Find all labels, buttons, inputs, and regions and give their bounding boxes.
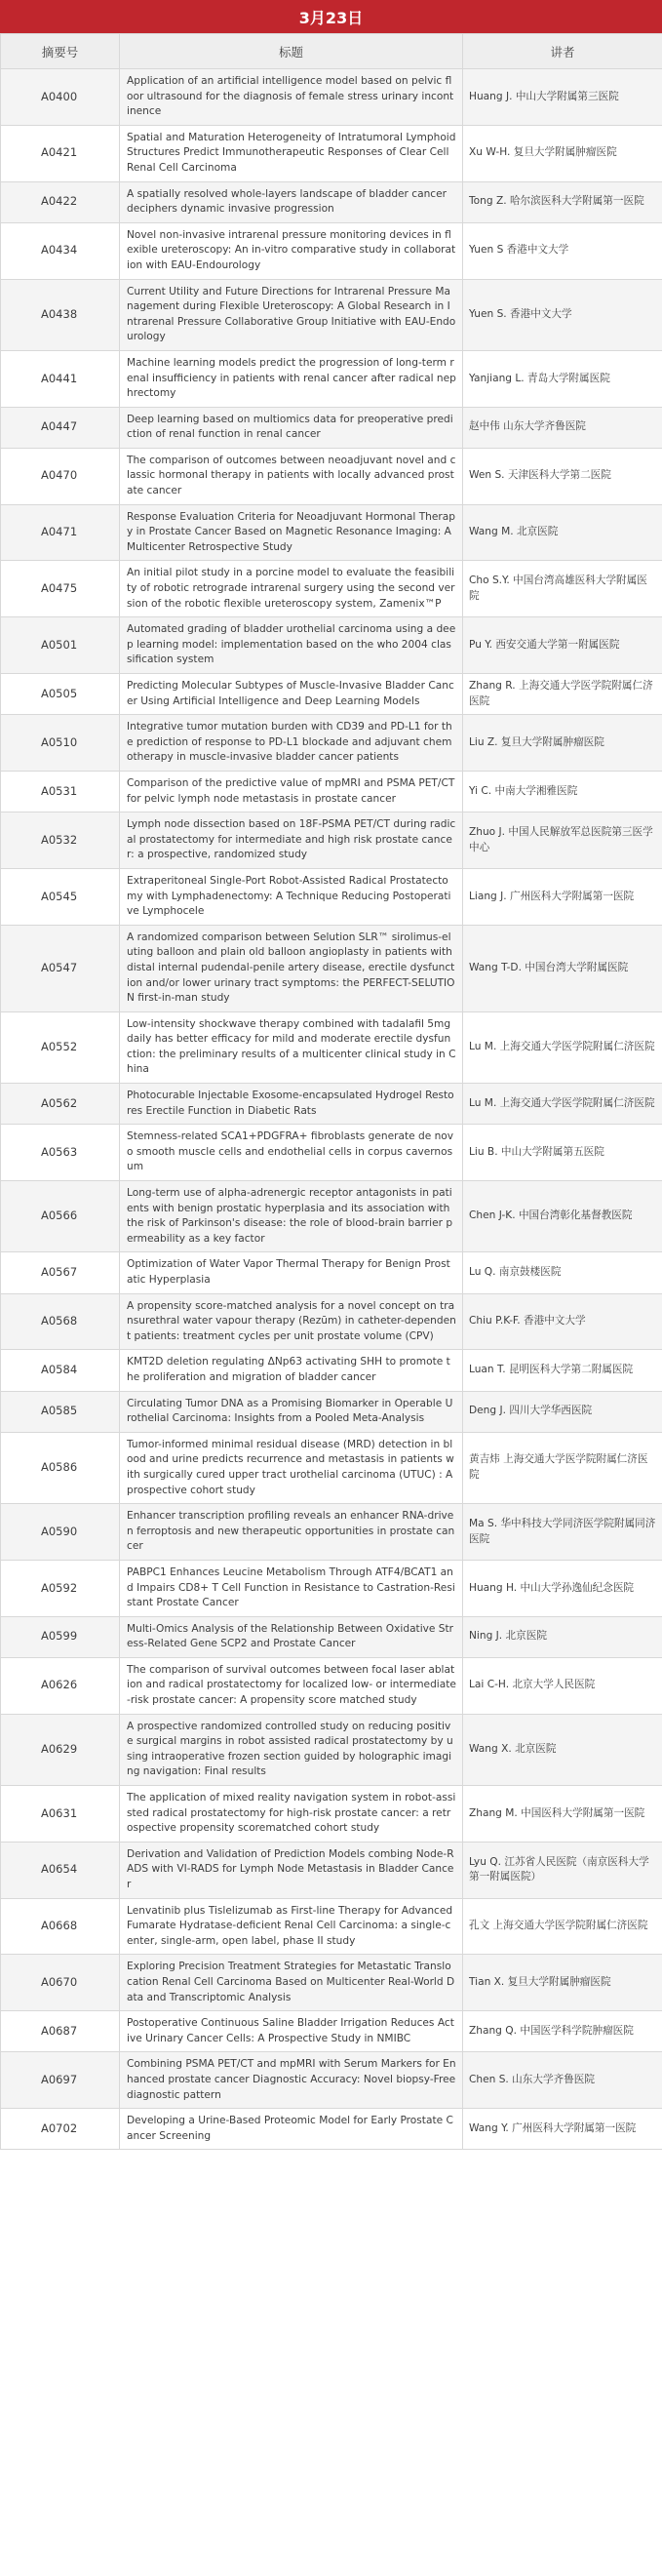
speaker-cell: Liu B. 中山大学附属第五医院 (463, 1125, 662, 1181)
title-cell: Machine learning models predict the progression of long-term renal insufficiency in patients with renal cancer after radical nephrectomy (120, 350, 463, 407)
speaker-cell: Ma S. 华中科技大学同济医学院附属同济医院 (463, 1504, 662, 1561)
abstract-id-cell: A0592 (1, 1560, 120, 1616)
speaker-cell: Zhang R. 上海交通大学医学院附属仁济医院 (463, 674, 662, 715)
title-cell: Extraperitoneal Single-Port Robot-Assisted Radical Prostatectomy with Lymphadenectomy: A Technique Reducing Postoperative Lymphocele (120, 868, 463, 925)
abstract-id-cell: A0687 (1, 2011, 120, 2052)
title-cell: PABPC1 Enhances Leucine Metabolism Through ATF4/BCAT1 and Impairs CD8+ T Cell Function in Resistance to Castration-Resistant Prostate Cancer (120, 1560, 463, 1616)
table-row (1, 2052, 662, 2109)
abstract-id-cell: A0562 (1, 1084, 120, 1125)
table-row (1, 1616, 662, 1657)
abstract-id-cell: A0702 (1, 2109, 120, 2150)
table-row (1, 1955, 662, 2011)
title-cell: Enhancer transcription profiling reveals an enhancer RNA-driven ferroptosis and new therapeutic opportunities in prostate cancer (120, 1504, 463, 1561)
speaker-cell: Wang Y. 广州医科大学附属第一医院 (463, 2109, 662, 2150)
title-cell: Lenvatinib plus Tislelizumab as First-line Therapy for Advanced Fumarate Hydratase-deficient Renal Cell Carcinoma: a single-center, single-arm, open label, phase II study (120, 1898, 463, 1955)
table-row (1, 771, 662, 812)
title-cell: Exploring Precision Treatment Strategies for Metastatic Translocation Renal Cell Carcinoma Based on Multicenter Real-World Data and Transcriptomic Analysis (120, 1955, 463, 2011)
speaker-cell: Zhuo J. 中国人民解放军总医院第三医学中心 (463, 812, 662, 869)
abstract-id-cell: A0584 (1, 1350, 120, 1391)
abstract-id-cell: A0531 (1, 771, 120, 812)
title-cell: A spatially resolved whole-layers landscape of bladder cancer deciphers dynamic invasive progression (120, 181, 463, 222)
abstract-id-cell: A0697 (1, 2052, 120, 2109)
speaker-cell: Zhang Q. 中国医学科学院肿瘤医院 (463, 2011, 662, 2052)
title-cell: Derivation and Validation of Prediction Models combing Node-RADS with VI-RADS for Lymph Node Metastasis in Bladder Cancer (120, 1842, 463, 1898)
table-row (1, 2011, 662, 2052)
table-row (1, 812, 662, 869)
title-cell: The application of mixed reality navigation system in robot-assisted radical prostatectomy for high-risk prostate cancer: a retrospective propensity scorematched cohort study (120, 1786, 463, 1843)
abstract-id-cell: A0567 (1, 1252, 120, 1293)
title-cell: Circulating Tumor DNA as a Promising Biomarker in Operable Urothelial Carcinoma: Insights from a Pooled Meta-Analysis (120, 1391, 463, 1432)
title-cell: Combining PSMA PET/CT and mpMRI with Serum Markers for Enhanced prostate cancer Diagnostic Accuracy: Novel biopsy-Free diagnostic pattern (120, 2052, 463, 2109)
abstract-id-cell: A0471 (1, 504, 120, 561)
speaker-cell: Ning J. 北京医院 (463, 1616, 662, 1657)
date-banner (0, 0, 662, 33)
title-cell: A prospective randomized controlled study on reducing positive surgical margins in robot assisted radical prostatectomy by using intraoperative frozen section guided by holographic imaging navigation: Final results (120, 1714, 463, 1785)
abstract-id-cell: A0670 (1, 1955, 120, 2011)
abstract-id-cell: A0547 (1, 925, 120, 1011)
table-header-row (1, 34, 662, 69)
title-cell: Spatial and Maturation Heterogeneity of Intratumoral Lymphoid Structures Predict Immunotherapeutic Responses of Clear Cell Renal Cell Carcinoma (120, 125, 463, 181)
abstract-id-cell: A0510 (1, 715, 120, 772)
table-row (1, 1657, 662, 1714)
abstract-id-cell: A0501 (1, 617, 120, 674)
table-row (1, 222, 662, 279)
speaker-cell: Tong Z. 哈尔滨医科大学附属第一医院 (463, 181, 662, 222)
speaker-cell: Xu W-H. 复旦大学附属肿瘤医院 (463, 125, 662, 181)
speaker-cell: Lai C-H. 北京大学人民医院 (463, 1657, 662, 1714)
speaker-cell: Wang M. 北京医院 (463, 504, 662, 561)
table-row (1, 1898, 662, 1955)
abstract-id-cell: A0421 (1, 125, 120, 181)
title-cell: Stemness-related SCA1+PDGFRA+ fibroblasts generate de novo smooth muscle cells and endothelial cells in corpus cavernosum (120, 1125, 463, 1181)
table-row (1, 617, 662, 674)
speaker-cell: Liu Z. 复旦大学附属肿瘤医院 (463, 715, 662, 772)
speaker-cell: 赵中伟 山东大学齐鲁医院 (463, 407, 662, 448)
abstract-id-cell: A0629 (1, 1714, 120, 1785)
speaker-cell: Lu M. 上海交通大学医学院附属仁济医院 (463, 1011, 662, 1083)
title-cell: Application of an artificial intelligence model based on pelvic floor ultrasound for the diagnosis of female stress urinary incontinence (120, 69, 463, 126)
abstract-id-cell: A0545 (1, 868, 120, 925)
speaker-cell: Tian X. 复旦大学附属肿瘤医院 (463, 1955, 662, 2011)
abstract-id-cell: A0400 (1, 69, 120, 126)
table-row (1, 715, 662, 772)
speaker-cell: Chiu P.K-F. 香港中文大学 (463, 1293, 662, 1350)
title-cell: Optimization of Water Vapor Thermal Therapy for Benign Prostatic Hyperplasia (120, 1252, 463, 1293)
speaker-cell: 孔文 上海交通大学医学院附属仁济医院 (463, 1898, 662, 1955)
speaker-cell: Wen S. 天津医科大学第二医院 (463, 448, 662, 504)
speaker-cell: Zhang M. 中国医科大学附属第一医院 (463, 1786, 662, 1843)
speaker-cell: Wang X. 北京医院 (463, 1714, 662, 1785)
table-row (1, 868, 662, 925)
table-row (1, 1125, 662, 1181)
abstract-id-cell: A0552 (1, 1011, 120, 1083)
table-row (1, 181, 662, 222)
speaker-cell: Yuen S 香港中文大学 (463, 222, 662, 279)
abstract-id-cell: A0586 (1, 1432, 120, 1503)
table-row (1, 1293, 662, 1350)
speaker-cell: Lu M. 上海交通大学医学院附属仁济医院 (463, 1084, 662, 1125)
speaker-cell: Huang H. 中山大学孙逸仙纪念医院 (463, 1560, 662, 1616)
speaker-cell: Lyu Q. 江苏省人民医院（南京医科大学第一附属医院） (463, 1842, 662, 1898)
table-row (1, 1842, 662, 1898)
table-row (1, 1786, 662, 1843)
abstract-id-cell: A0626 (1, 1657, 120, 1714)
table-row (1, 504, 662, 561)
title-cell: Deep learning based on multiomics data for preoperative prediction of renal function in renal cancer (120, 407, 463, 448)
table-row (1, 1252, 662, 1293)
title-cell: A propensity score-matched analysis for a novel concept on transurethral water vapour therapy (Rezūm) in catheter-dependent patients: treatment cycles per unit prostate volume (CPV) (120, 1293, 463, 1350)
title-cell: KMT2D deletion regulating ΔNp63 activating SHH to promote the proliferation and migration of bladder cancer (120, 1350, 463, 1391)
abstract-id-cell: A0475 (1, 561, 120, 617)
abstract-id-cell: A0563 (1, 1125, 120, 1181)
speaker-cell: Liang J. 广州医科大学附属第一医院 (463, 868, 662, 925)
abstract-id-cell: A0438 (1, 279, 120, 350)
table-row (1, 1714, 662, 1785)
abstract-id-cell: A0668 (1, 1898, 120, 1955)
abstract-id-cell: A0422 (1, 181, 120, 222)
title-cell: Photocurable Injectable Exosome-encapsulated Hydrogel Restores Erectile Function in Diabetic Rats (120, 1084, 463, 1125)
title-cell: Multi-Omics Analysis of the Relationship Between Oxidative Stress-Related Gene SCP2 and Prostate Cancer (120, 1616, 463, 1657)
abstract-id-cell: A0590 (1, 1504, 120, 1561)
header-abstract-id: 摘要号 (1, 34, 120, 69)
table-row (1, 125, 662, 181)
abstract-id-cell: A0434 (1, 222, 120, 279)
table-row (1, 925, 662, 1011)
speaker-cell: Deng J. 四川大学华西医院 (463, 1391, 662, 1432)
title-cell: Automated grading of bladder urothelial carcinoma using a deep learning model: implementation based on the who 2004 classification system (120, 617, 463, 674)
table-body (1, 69, 662, 2150)
speaker-cell: 黄吉炜 上海交通大学医学院附属仁济医院 (463, 1432, 662, 1503)
title-cell: Lymph node dissection based on 18F-PSMA PET/CT during radical prostatectomy for intermediate and high risk prostate cancer: a prospective, randomized study (120, 812, 463, 869)
table-row (1, 448, 662, 504)
title-cell: The comparison of survival outcomes between focal laser ablation and radical prostatectomy for localized low- or intermediate-risk prostate cancer: A propensity score matched study (120, 1657, 463, 1714)
title-cell: Long-term use of alpha-adrenergic receptor antagonists in patients with benign prostatic hyperplasia and its association with the risk of Parkinson's disease: the role of blood-brain barrier permeability as a key factor (120, 1181, 463, 1252)
date-title: 3月23日 (298, 8, 364, 27)
title-cell: Developing a Urine-Based Proteomic Model for Early Prostate Cancer Screening (120, 2109, 463, 2150)
abstract-id-cell: A0585 (1, 1391, 120, 1432)
table-row (1, 279, 662, 350)
title-cell: Response Evaluation Criteria for Neoadjuvant Hormonal Therapy in Prostate Cancer Based on Magnetic Resonance Imaging: A Multicenter Retrospective Study (120, 504, 463, 561)
title-cell: An initial pilot study in a porcine model to evaluate the feasibility of robotic retrograde intrarenal surgery using the second version of the robotic flexible ureteroscopy system, Zamenix™P (120, 561, 463, 617)
table-row (1, 1432, 662, 1503)
title-cell: Predicting Molecular Subtypes of Muscle-Invasive Bladder Cancer Using Artificial Intelligence and Deep Learning Models (120, 674, 463, 715)
speaker-cell: Pu Y. 西安交通大学第一附属医院 (463, 617, 662, 674)
speaker-cell: Chen S. 山东大学齐鲁医院 (463, 2052, 662, 2109)
title-cell: Low-intensity shockwave therapy combined with tadalafil 5mg daily has better efficacy for mild and moderate erectile dysfunction: the preliminary results of a multicenter clinical study in China (120, 1011, 463, 1083)
title-cell: Postoperative Continuous Saline Bladder Irrigation Reduces Active Urinary Cancer Cells: A Prospective Study in NMIBC (120, 2011, 463, 2052)
table-row (1, 1391, 662, 1432)
header-title: 标题 (120, 34, 463, 69)
table-row (1, 350, 662, 407)
speaker-cell: Yuen S. 香港中文大学 (463, 279, 662, 350)
abstract-id-cell: A0441 (1, 350, 120, 407)
abstract-table (0, 33, 662, 2150)
table-row (1, 674, 662, 715)
speaker-cell: Chen J-K. 中国台湾彰化基督教医院 (463, 1181, 662, 1252)
speaker-cell: Yi C. 中南大学湘雅医院 (463, 771, 662, 812)
table-row (1, 561, 662, 617)
abstract-id-cell: A0568 (1, 1293, 120, 1350)
speaker-cell: Lu Q. 南京鼓楼医院 (463, 1252, 662, 1293)
title-cell: Novel non-invasive intrarenal pressure monitoring devices in flexible ureteroscopy: An in-vitro comparative study in collaboration with EAU-Endourology (120, 222, 463, 279)
header-speaker: 讲者 (463, 34, 662, 69)
title-cell: The comparison of outcomes between neoadjuvant novel and classic hormonal therapy in patients with locally advanced prostate cancer (120, 448, 463, 504)
abstract-id-cell: A0631 (1, 1786, 120, 1843)
title-cell: A randomized comparison between Selution SLR™ sirolimus-eluting balloon and plain old balloon angioplasty in patients with distal internal pudendal-penile artery disease, erectile dysfunction and/or lower urinary tract symptoms: the PERFECT-SELUTION first-in-man study (120, 925, 463, 1011)
abstract-id-cell: A0566 (1, 1181, 120, 1252)
table-row (1, 69, 662, 126)
table-row (1, 1084, 662, 1125)
title-cell: Current Utility and Future Directions for Intrarenal Pressure Management during Flexible Ureteroscopy: A Global Research in Intrarenal Pressure Collaborative Group Initiative with EAU-Endourology (120, 279, 463, 350)
table-row (1, 1011, 662, 1083)
table-row (1, 1560, 662, 1616)
abstract-id-cell: A0470 (1, 448, 120, 504)
speaker-cell: Cho S.Y. 中国台湾高雄医科大学附属医院 (463, 561, 662, 617)
speaker-cell: Yanjiang L. 青岛大学附属医院 (463, 350, 662, 407)
table-row (1, 1181, 662, 1252)
title-cell: Tumor-informed minimal residual disease (MRD) detection in blood and urine predicts recurrence and metastasis in patients with surgically cured upper tract urothelial carcinoma (UTUC) : A prospective cohort study (120, 1432, 463, 1503)
abstract-id-cell: A0505 (1, 674, 120, 715)
abstract-id-cell: A0599 (1, 1616, 120, 1657)
title-cell: Integrative tumor mutation burden with CD39 and PD-L1 for the prediction of response to PD-L1 blockade and adjuvant chemotherapy in muscle-invasive bladder cancer patients (120, 715, 463, 772)
abstract-id-cell: A0447 (1, 407, 120, 448)
speaker-cell: Wang T-D. 中国台湾大学附属医院 (463, 925, 662, 1011)
table-row (1, 407, 662, 448)
table-row (1, 2109, 662, 2150)
speaker-cell: Huang J. 中山大学附属第三医院 (463, 69, 662, 126)
table-row (1, 1350, 662, 1391)
title-cell: Comparison of the predictive value of mpMRI and PSMA PET/CT for pelvic lymph node metastasis in prostate cancer (120, 771, 463, 812)
speaker-cell: Luan T. 昆明医科大学第二附属医院 (463, 1350, 662, 1391)
table-row (1, 1504, 662, 1561)
abstract-id-cell: A0532 (1, 812, 120, 869)
abstract-id-cell: A0654 (1, 1842, 120, 1898)
